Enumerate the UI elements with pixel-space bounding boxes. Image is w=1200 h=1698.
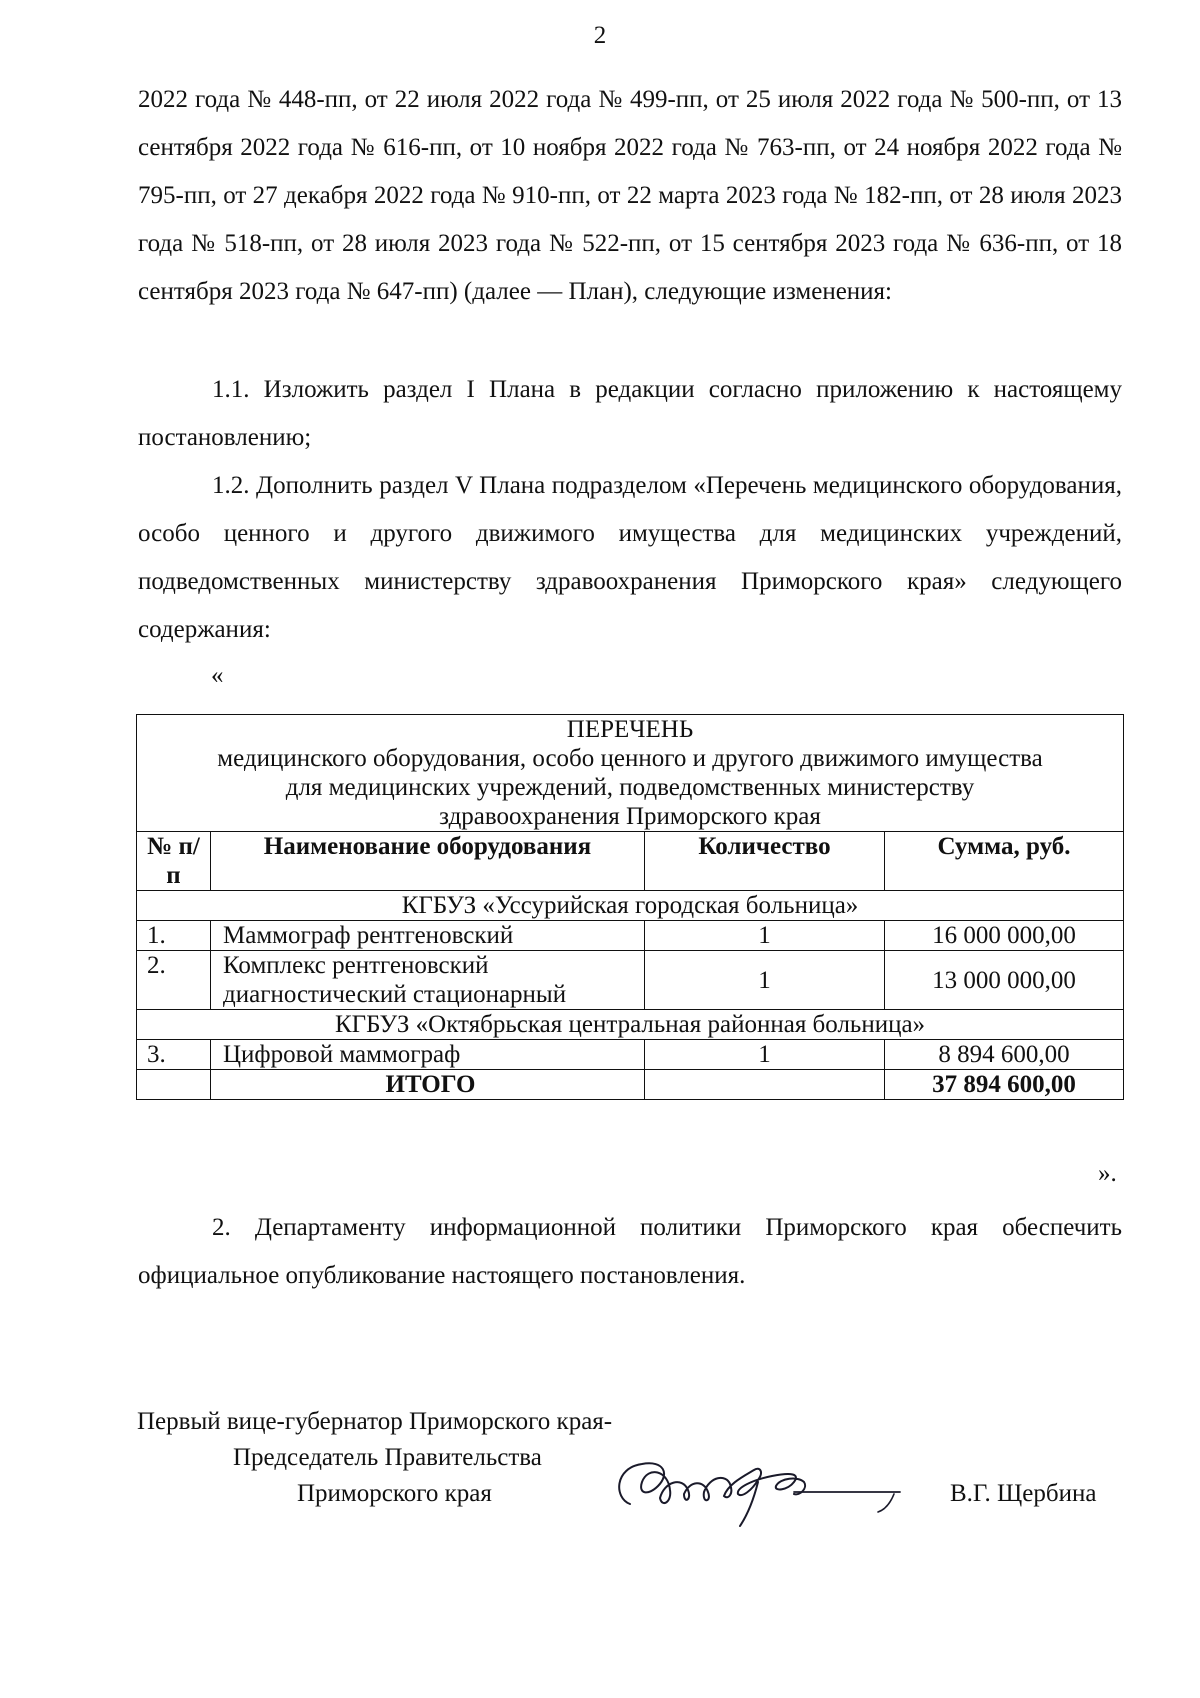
table-caption-line: для медицинских учреждений, подведомственных министерству xyxy=(285,774,975,801)
open-quote: « xyxy=(211,662,224,689)
paragraph-1-1: 1.1. Изложить раздел I Плана в редакции согласно приложению к настоящему постановлению; xyxy=(138,376,1122,451)
equipment-table xyxy=(136,714,1124,1100)
column-header-name: Наименование оборудования xyxy=(211,832,645,891)
row-sum: 16 000 000,00 xyxy=(885,921,1124,951)
paragraph-amendments-list: 2022 года № 448-пп, от 22 июля 2022 года № 499-пп, от 25 июля 2022 года № 500-пп, от 13 сентября 2022 года № 616-пп, от 10 ноября 2022 года № 763-пп, от 24 ноября 2022 года № 795-пп, от 27 декабря 2022 года № 910-пп, от 22 марта 2023 года № 182-пп, от 28 июля 2023 года № 518-пп, от 28 июля 2023 года № 522-пп, от 15 сентября 2023 года № 636-пп, от 18 сентября 2023 года № 647-пп) (далее — План), следующие изменения: xyxy=(138,86,1122,305)
total-label: ИТОГО xyxy=(211,1070,645,1100)
total-qty-empty xyxy=(645,1070,885,1100)
row-num: 2. xyxy=(137,951,211,1010)
signatory-title-line1: Первый вице-губернатор Приморского края- xyxy=(137,1408,613,1435)
row-qty: 1 xyxy=(645,921,885,951)
handwritten-signature xyxy=(608,1446,938,1536)
signatory-name: В.Г. Щербина xyxy=(950,1480,1097,1507)
group-row xyxy=(137,891,1124,921)
paragraph-2: 2. Департаменту информационной политики Приморского края обеспечить официальное опубликование настоящего постановления. xyxy=(138,1214,1122,1289)
row-qty: 1 xyxy=(645,1040,885,1070)
table-row xyxy=(137,921,1124,951)
group-title: КГБУЗ «Уссурийская городская больница» xyxy=(137,891,1124,921)
row-sum: 13 000 000,00 xyxy=(885,951,1124,1010)
column-header-num: № п/п xyxy=(137,832,211,891)
total-num-empty xyxy=(137,1070,211,1100)
table-caption-line: медицинского оборудования, особо ценного и другого движимого имущества xyxy=(217,745,1043,772)
close-quote: ». xyxy=(1098,1160,1117,1187)
group-title: КГБУЗ «Октябрьская центральная районная больница» xyxy=(137,1010,1124,1040)
total-row xyxy=(137,1070,1124,1100)
row-num: 3. xyxy=(137,1040,211,1070)
column-header-sum: Сумма, руб. xyxy=(885,832,1124,891)
signatory-title-line3: Приморского края xyxy=(297,1480,492,1507)
row-sum: 8 894 600,00 xyxy=(885,1040,1124,1070)
table-row xyxy=(137,951,1124,1010)
row-name: Комплекс рентгеновский диагностический стационарный xyxy=(211,951,645,1010)
page-number: 2 xyxy=(593,22,607,49)
signatory-title-line2: Председатель Правительства xyxy=(233,1444,542,1471)
total-sum: 37 894 600,00 xyxy=(885,1070,1124,1100)
column-header-qty: Количество xyxy=(645,832,885,891)
table-row xyxy=(137,1040,1124,1070)
row-num: 1. xyxy=(137,921,211,951)
table-caption-line: здравоохранения Приморского края xyxy=(439,803,821,830)
table-caption xyxy=(137,715,1124,832)
row-name: Цифровой маммограф xyxy=(211,1040,645,1070)
table-header-row xyxy=(137,832,1124,891)
paragraph-1-2: 1.2. Дополнить раздел V Плана подразделом «Перечень медицинского оборудования, особо ценного и другого движимого имущества для медицинских учреждений, подведомственных министерству здравоохранения Приморского края» следующего содержания: xyxy=(138,472,1122,643)
group-row xyxy=(137,1010,1124,1040)
table-caption-title: ПЕРЕЧЕНЬ xyxy=(566,716,694,743)
row-qty: 1 xyxy=(645,951,885,1010)
row-name: Маммограф рентгеновский xyxy=(211,921,645,951)
